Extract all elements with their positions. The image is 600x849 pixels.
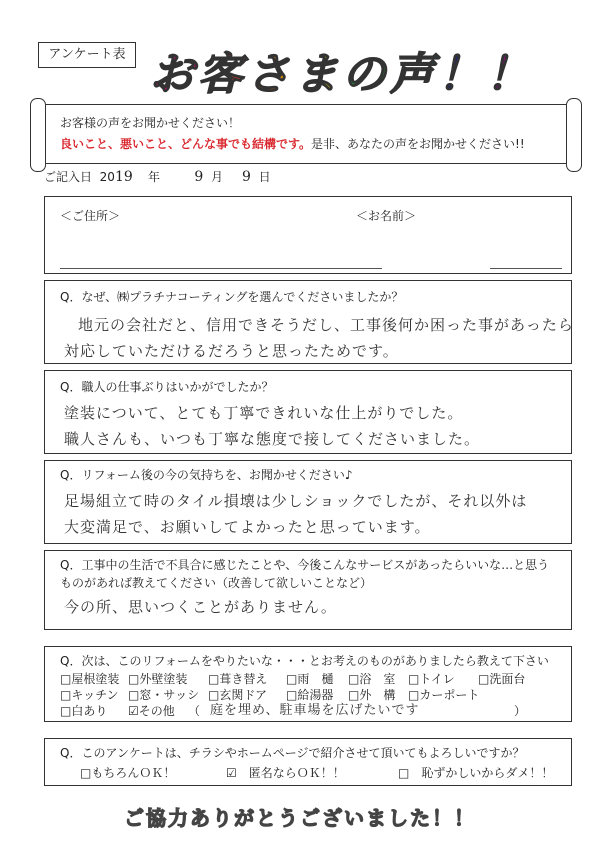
address-name-box <box>44 196 572 274</box>
checkbox-kitchen[interactable]: □キッチン <box>60 688 119 702</box>
month-label: 月 <box>210 170 223 184</box>
date-label: ご記入日 <box>44 170 93 184</box>
day-label: 日 <box>258 170 271 184</box>
checkbox-gutter[interactable]: □雨 樋 <box>286 672 334 686</box>
checkbox-anonymous-ok[interactable]: ☑ 匿名ならＯＫ！！ <box>226 766 345 780</box>
checkbox-carport[interactable]: □カーポート <box>408 688 480 702</box>
question-6-text: Q．このアンケートは、チラシやホームページで紹介させて頂いてもよろしいですか？ <box>60 746 525 760</box>
other-close-paren: ） <box>514 704 527 718</box>
question-1-text: Q．なぜ、㈱プラチナコーティングを選んでくださいましたか？ <box>60 290 404 304</box>
scroll-left-curl <box>30 98 46 172</box>
thanks-message: ご協力ありがとうございました！！ <box>124 806 476 830</box>
checkbox-entrance-door[interactable]: □玄関ドア <box>208 688 267 702</box>
intro-emphasis: 良いこと、悪いこと、どんな事でも結構です。 <box>60 137 312 151</box>
title-char: さ <box>246 49 294 100</box>
page-title <box>150 38 534 102</box>
address-field[interactable] <box>60 268 382 269</box>
checkbox-wall-paint[interactable]: □外壁塗装 <box>128 672 188 686</box>
answer-4-line-1[interactable]: 今の所、思いつくことがありません。 <box>64 598 337 616</box>
question-4-text-2: ものがあれば教えてください（改善して欲しいことなど） <box>60 576 373 590</box>
intro-line-1: お客様の声をお聞かせください！ <box>60 116 241 130</box>
name-label: ＜お名前＞ <box>356 209 417 223</box>
checkbox-decline[interactable]: □ 恥ずかしいからダメ！！ <box>398 766 554 780</box>
checkbox-water-heater[interactable]: □給湯器 <box>286 688 334 702</box>
title-char: の <box>342 49 390 100</box>
month-value[interactable]: 9 <box>194 169 204 185</box>
answer-3-line-2[interactable]: 大変満足で、お願いしてよかったと思っています。 <box>64 518 431 536</box>
answer-1-line-1[interactable]: 地元の会社だと、信用できそうだし、工事後何か困った事があったら <box>78 316 574 334</box>
year-prefix: 20 <box>99 170 115 184</box>
checkbox-ok[interactable]: □もちろんＯＫ！ <box>80 766 176 780</box>
checkbox-window[interactable]: □窓・サッシ <box>128 688 200 702</box>
title-char: お <box>150 49 198 100</box>
checkbox-bathroom[interactable]: □浴 室 <box>348 672 396 686</box>
question-5-text: Q．次は、このリフォームをやりたいな・・・とお考えのものがありましたら教えて下さい <box>60 654 549 668</box>
answer-2-line-1[interactable]: 塗装について、とても丁寧できれいな仕上がりでした。 <box>64 404 464 422</box>
title-char: 声 <box>390 49 438 100</box>
answer-2-line-2[interactable]: 職人さんも、いつも丁寧な態度で接してくださいました。 <box>64 430 481 448</box>
intro-line-2 <box>60 135 525 152</box>
question-4-text-1: Q．工事中の生活で不具合に感じたことや、今後こんなサービスがあったらいいな…と思う <box>60 558 550 572</box>
checkbox-row-1 <box>60 670 525 687</box>
year-value[interactable]: 19 <box>114 169 133 185</box>
checkbox-washbasin[interactable]: □洗面台 <box>478 672 526 686</box>
scroll-right-curl <box>566 98 582 172</box>
title-char: ま <box>294 49 342 100</box>
answer-3-line-1[interactable]: 足場組立て時のタイル損壊は少しショックでしたが、それ以外は <box>64 492 528 510</box>
checkbox-roof-paint[interactable]: □屋根塗装 <box>60 672 120 686</box>
year-label: 年 <box>148 170 161 184</box>
name-field[interactable] <box>490 268 562 269</box>
title-char: 客 <box>198 49 246 100</box>
question-2-text: Q．職人の仕事ぶりはいかがでしたか？ <box>60 380 274 394</box>
answer-1-line-2[interactable]: 対応していただけるだろうと思ったためです。 <box>64 342 399 360</box>
title-char: ！ <box>486 49 534 100</box>
day-value[interactable]: 9 <box>242 169 251 185</box>
intro-request: 是非、あなたの声をお聞かせください!! <box>311 137 525 151</box>
survey-label: アンケート表 <box>38 42 136 68</box>
checkbox-exterior[interactable]: □外 構 <box>348 688 396 702</box>
checkbox-termite[interactable]: □白あり <box>60 704 108 718</box>
other-answer[interactable]: 庭を埋め、駐車場を広げたいです <box>210 703 420 718</box>
intro-banner <box>42 104 572 164</box>
question-3-text: Q．リフォーム後の今の気持ちを、お聞かせください♪ <box>60 468 353 482</box>
address-label: ＜ご住所＞ <box>60 209 121 223</box>
checkbox-reroof[interactable]: □葺き替え <box>208 672 268 686</box>
entry-date <box>44 168 271 185</box>
checkbox-other[interactable]: ☑その他 <box>128 704 175 718</box>
checkbox-toilet[interactable]: □トイレ <box>408 672 455 686</box>
title-char: ！ <box>438 49 486 100</box>
checkbox-row-3 <box>60 702 200 719</box>
other-open-paren: （ <box>188 704 201 718</box>
